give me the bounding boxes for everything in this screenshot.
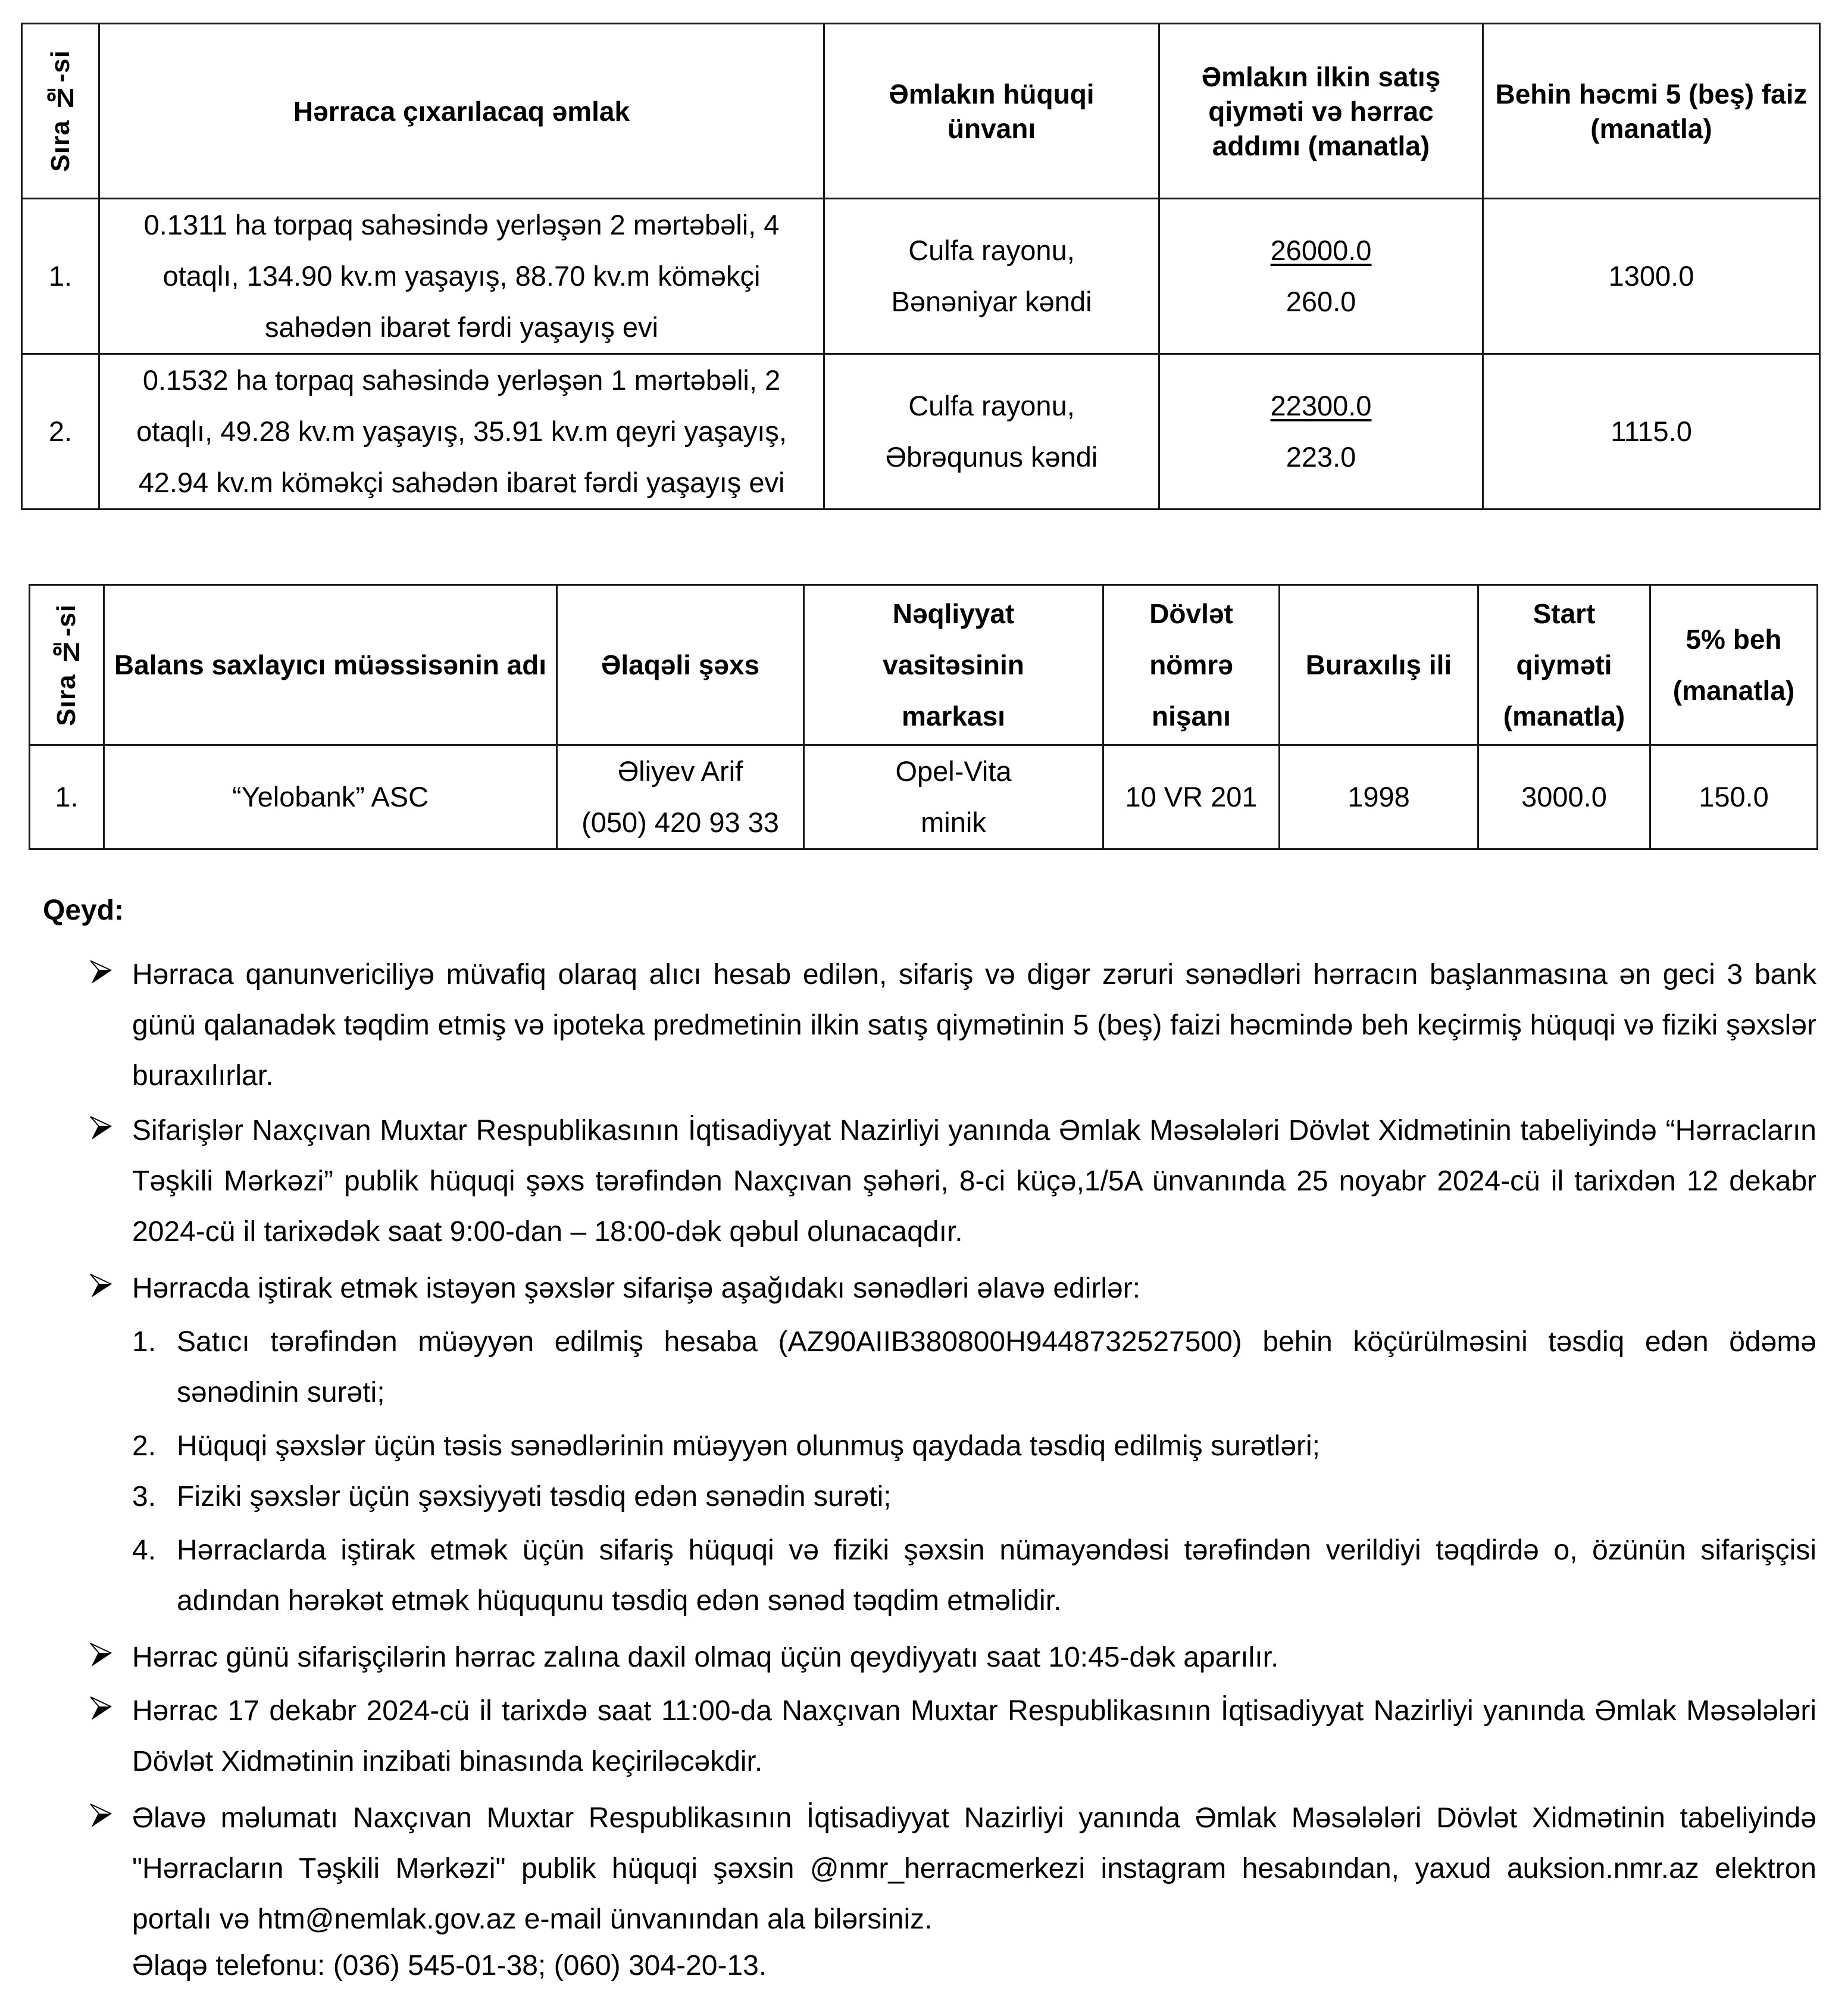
deposit-amount: 150.0 — [1650, 745, 1818, 849]
note-bullet: Əlavə məlumatı Naxçıvan Muxtar Respublikasının İqtisadiyyat Nazirliyi yanında Əmlak Məsələləri Dövlət Xidmətinin tabeliyində "Hərracların Təşkili Mərkəzi" publik hüquqi şəxsin @nmr_herracmerkezi instagram hesabından, yaxud auksion.nmr.az elektron portalı və htm@nemlak.gov.az e-mail ünvanından ala bilərsiniz. — [132, 1802, 1816, 1935]
property-description: 0.1311 ha torpaq sahəsində yerləşən 2 mərtəbəli, 4 otaqlı, 134.90 kv.m yaşayış, 88.70 kv.m köməkçi sahədən ibarət fərdi yaşayış evi — [99, 199, 824, 354]
header-balance-holder: Balans saxlayıcı müəssisənin adı — [104, 585, 557, 745]
note-bullet: Hərracda iştirak etmək istəyən şəxslər sifarişə aşağıdakı sənədləri əlavə edirlər: — [132, 1273, 1141, 1304]
deposit-amount: 1115.0 — [1483, 354, 1820, 510]
contact-person: Əliyev Arif (050) 420 93 33 — [557, 745, 804, 849]
header-row-number: Sıra №-si — [22, 24, 99, 199]
arrow-bullet-icon — [89, 1696, 113, 1720]
list-item: Hüquqi şəxslər üçün təsis sənədlərinin müəyyən olunmuş qaydada təsdiq edilmiş surətləri; — [177, 1430, 1321, 1462]
contact-phones: Əlaqə telefonu: (036) 545-01-38; (060) 304-20-13. — [132, 1950, 767, 1981]
header-release-year: Buraxılış ili — [1280, 585, 1478, 745]
header-deposit: 5% beh (manatla) — [1650, 585, 1818, 745]
note-bullet: Hərraca qanunvericiliyə müvafiq olaraq alıcı hesab edilən, sifariş və digər zəruri sənədləri hərracın başlanmasına ən geci 3 bank günü qalanadək təqdim etmiş və ipoteka predmetinin ilkin satış qiymətinin 5 (beş) faizi həcmində beh keçirmiş hüquqi və fiziki şəxslər buraxılırlar. — [132, 959, 1816, 1092]
table-row — [30, 745, 1818, 849]
notes-title: Qeyd: — [43, 895, 124, 926]
table-row — [22, 199, 1820, 354]
price-and-step — [1159, 354, 1483, 510]
list-item: Satıcı tərəfindən müəyyən edilmiş hesaba (AZ90AIIB380800H9448732527500) behin köçürülməsini təsdiq edən ödəmə sənədinin surəti; — [177, 1326, 1816, 1408]
price-and-step — [1159, 199, 1483, 354]
header-address: Əmlakın hüquqi ünvanı — [824, 24, 1159, 199]
contact-phone: (050) 420 93 33 — [581, 807, 779, 838]
arrow-bullet-icon — [89, 1803, 113, 1827]
auction-step: 223.0 — [1286, 441, 1356, 473]
arrow-bullet-icon — [89, 1115, 113, 1139]
deposit-amount: 1300.0 — [1483, 199, 1820, 354]
table-header-row — [30, 585, 1818, 745]
arrow-bullet-icon — [89, 1273, 113, 1297]
list-item-number: 3. — [132, 1481, 157, 1512]
arrow-bullet-icon — [89, 1642, 113, 1666]
header-row-number: Sıra №-si — [30, 585, 104, 745]
header-plate-number: Dövlət nömrə nişanı — [1103, 585, 1280, 745]
list-item-number: 4. — [132, 1534, 157, 1566]
vehicle-auction-table — [29, 584, 1818, 850]
header-start-price: Start qiyməti (manatla) — [1478, 585, 1650, 745]
property-auction-table — [21, 23, 1821, 510]
initial-price: 26000.0 — [1270, 235, 1372, 266]
row-number: 1. — [22, 199, 99, 354]
note-bullet: Hərrac günü sifarişçilərin hərrac zalına daxil olmaq üçün qeydiyyatı saat 10:45-dək aparılır. — [132, 1642, 1279, 1673]
list-item-number: 2. — [132, 1430, 157, 1462]
property-address: Culfa rayonu, Əbrəqunus kəndi — [824, 354, 1159, 510]
start-price: 3000.0 — [1478, 745, 1650, 849]
row-number: 1. — [30, 745, 104, 849]
header-contact-person: Əlaqəli şəxs — [557, 585, 804, 745]
header-vehicle-brand: Nəqliyyat vasitəsinin markası — [804, 585, 1103, 745]
arrow-bullet-icon — [89, 959, 113, 983]
table-row — [22, 354, 1820, 510]
vehicle-brand: Opel-Vita minik — [804, 745, 1103, 849]
header-price: Əmlakın ilkin satış qiyməti və hərrac addımı (manatla) — [1159, 24, 1483, 199]
property-description: 0.1532 ha torpaq sahəsində yerləşən 1 mərtəbəli, 2 otaqlı, 49.28 kv.m yaşayış, 35.91 kv.m qeyri yaşayış, 42.94 kv.m köməkçi sahədən ibarət fərdi yaşayış evi — [99, 354, 824, 510]
property-address: Culfa rayonu, Bənəniyar kəndi — [824, 199, 1159, 354]
balance-holder: “Yelobank” ASC — [104, 745, 557, 849]
note-bullet: Hərrac 17 dekabr 2024-cü il tarixdə saat 11:00-da Naxçıvan Muxtar Respublikasının İqtisadiyyat Nazirliyi yanında Əmlak Məsələləri Dövlət Xidmətinin inzibati binasında keçiriləcəkdir. — [132, 1695, 1816, 1777]
release-year: 1998 — [1280, 745, 1478, 849]
initial-price: 22300.0 — [1270, 390, 1372, 421]
header-property: Hərraca çıxarılacaq əmlak — [99, 24, 824, 199]
list-item: Hərraclarda iştirak etmək üçün sifariş hüquqi və fiziki şəxsin nümayəndəsi tərəfindən verildiyi təqdirdə o, özünün sifarişçisi adından hərəkət etmək hüququnu təsdiq edən sənəd təqdim etməlidir. — [177, 1534, 1816, 1617]
plate-number: 10 VR 201 — [1103, 745, 1280, 849]
list-item-number: 1. — [132, 1326, 157, 1358]
row-number: 2. — [22, 354, 99, 510]
note-bullet: Sifarişlər Naxçıvan Muxtar Respublikasının İqtisadiyyat Nazirliyi yanında Əmlak Məsələləri Dövlət Xidmətinin tabeliyində “Hərracların Təşkili Mərkəzi” publik hüquqi şəxs tərəfindən Naxçıvan şəhəri, 8-ci küçə,1/5A ünvanında 25 noyabr 2024-cü il tarixdən 12 dekabr 2024-cü il tarixədək saat 9:00-dan – 18:00-dək qəbul olunacaqdır. — [132, 1115, 1816, 1248]
list-item: Fiziki şəxslər üçün şəxsiyyəti təsdiq edən sənədin surəti; — [177, 1481, 892, 1512]
auction-step: 260.0 — [1286, 286, 1356, 317]
header-deposit: Behin həcmi 5 (beş) faiz (manatla) — [1483, 24, 1820, 199]
table-header-row — [22, 24, 1820, 199]
